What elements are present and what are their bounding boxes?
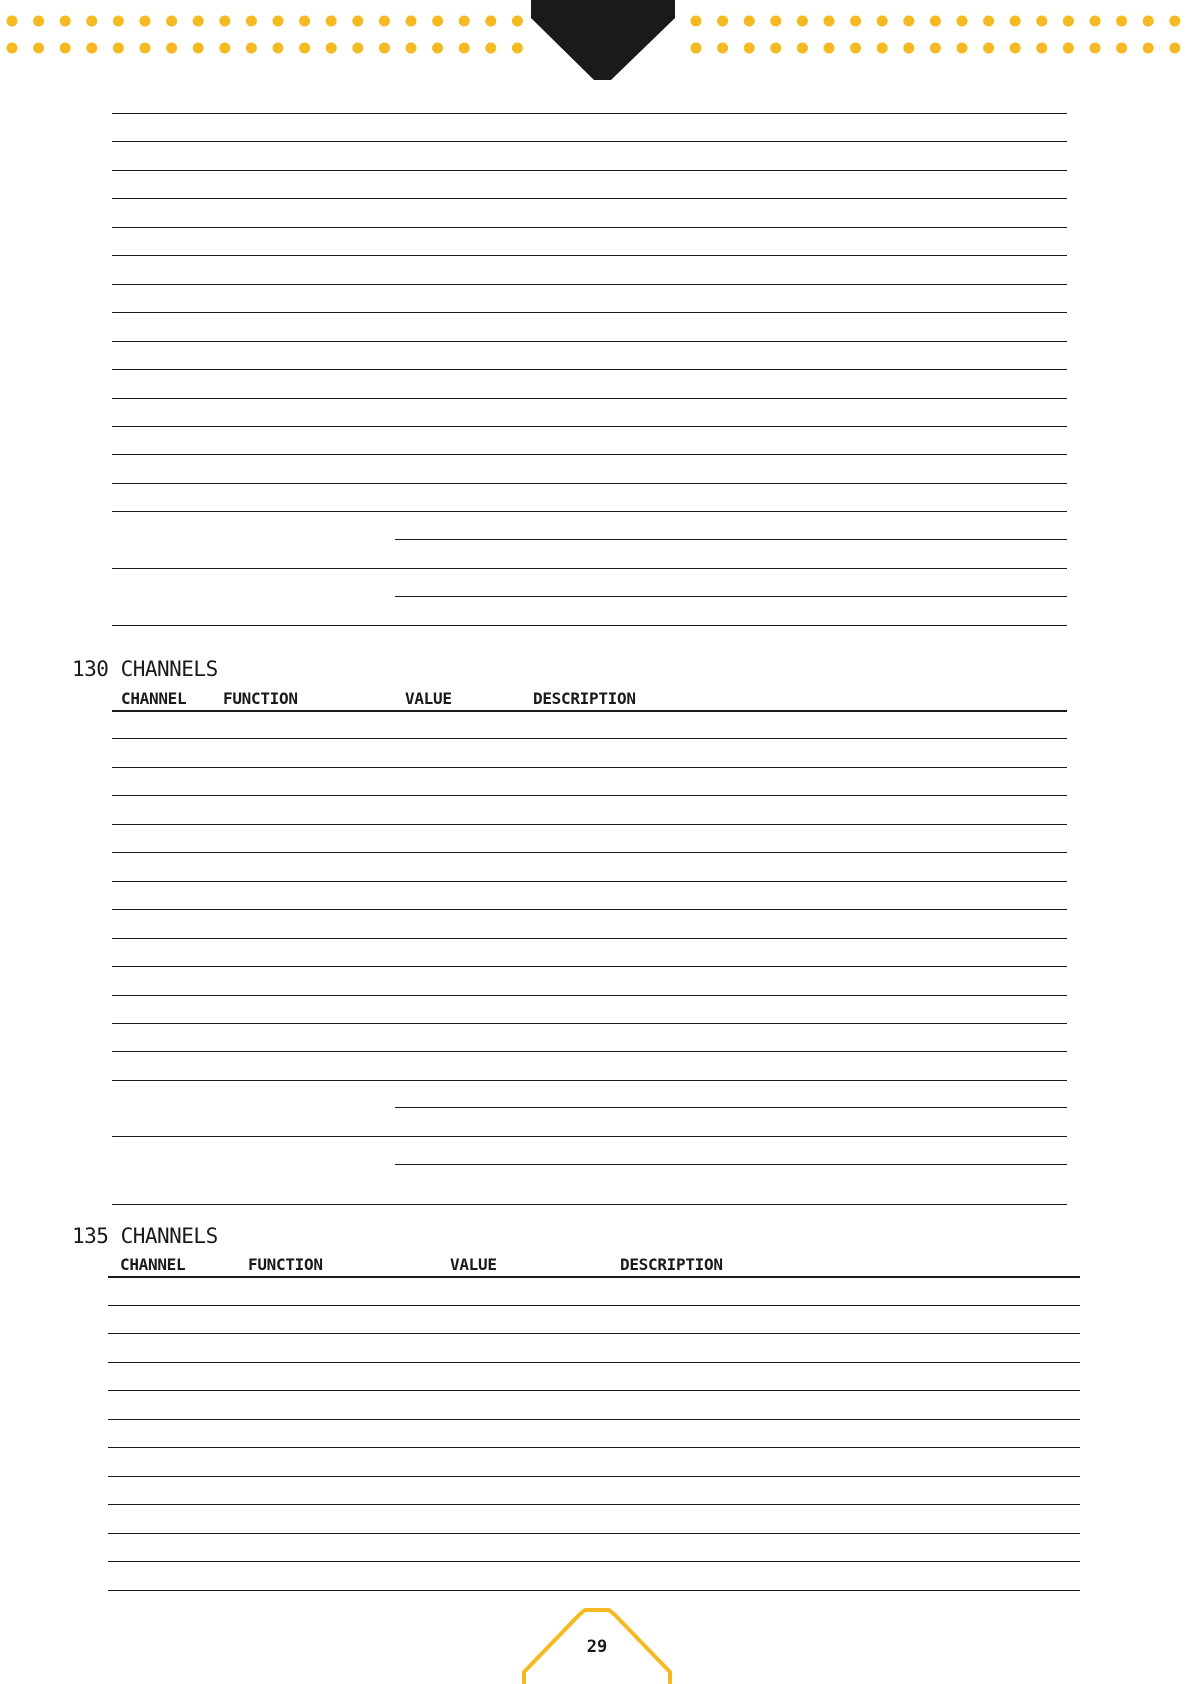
header-dot	[744, 43, 755, 54]
header-dot	[273, 43, 284, 54]
header-value: VALUE	[405, 689, 452, 708]
header-dot	[850, 16, 861, 27]
rule-line	[112, 454, 1067, 455]
header-dot	[797, 43, 808, 54]
header-dot	[930, 16, 941, 27]
header-dot	[7, 43, 18, 54]
rule-line	[112, 511, 1067, 512]
header-dot	[166, 43, 177, 54]
header-dot	[1090, 43, 1101, 54]
header-dot	[326, 43, 337, 54]
header-dot	[1036, 43, 1047, 54]
rule-line	[112, 1051, 1067, 1052]
rule-line	[112, 284, 1067, 285]
page-number: 29	[586, 1637, 608, 1657]
header-dot	[406, 16, 417, 27]
rule-line	[112, 255, 1067, 256]
header-dot	[877, 16, 888, 27]
header-dot	[219, 43, 230, 54]
header-dots-pattern	[0, 0, 1191, 90]
header-dot	[691, 16, 702, 27]
header-channel: CHANNEL	[121, 689, 187, 708]
header-dot	[459, 16, 470, 27]
rule-line	[108, 1305, 1080, 1306]
header-dot	[113, 16, 124, 27]
rule-line	[112, 426, 1067, 427]
header-dot	[166, 16, 177, 27]
header-channel: CHANNEL	[120, 1255, 186, 1274]
rule-line	[112, 141, 1067, 142]
header-dot	[1063, 43, 1074, 54]
header-dot	[1143, 16, 1154, 27]
header-dot	[299, 43, 310, 54]
header-dot	[60, 43, 71, 54]
rule-line	[395, 539, 1067, 540]
rule-line	[112, 113, 1067, 114]
rule-line	[112, 881, 1067, 882]
header-dot	[299, 16, 310, 27]
header-dot	[60, 16, 71, 27]
header-dot	[1010, 16, 1021, 27]
rule-line	[112, 483, 1067, 484]
header-tab-shape	[531, 0, 675, 80]
rule-line	[112, 966, 1067, 967]
header-dot	[1116, 43, 1127, 54]
header-dot	[824, 16, 835, 27]
rule-line	[108, 1447, 1080, 1448]
rule-line	[112, 710, 1067, 712]
rule-line	[112, 852, 1067, 853]
rule-line	[112, 341, 1067, 342]
header-dot	[432, 16, 443, 27]
rule-line	[108, 1333, 1080, 1334]
rule-line	[108, 1362, 1080, 1363]
header-dot	[485, 16, 496, 27]
rule-line	[112, 312, 1067, 313]
rule-line	[112, 1136, 1067, 1137]
header-dot	[1036, 16, 1047, 27]
header-function: FUNCTION	[223, 689, 298, 708]
header-description: DESCRIPTION	[533, 689, 636, 708]
header-dot	[352, 43, 363, 54]
header-dot	[1063, 16, 1074, 27]
header-dot	[379, 16, 390, 27]
header-dot	[379, 43, 390, 54]
header-dot	[717, 43, 728, 54]
header-dot	[326, 16, 337, 27]
rule-line	[395, 596, 1067, 597]
header-dot	[219, 16, 230, 27]
header-dot	[957, 16, 968, 27]
header-dot	[485, 43, 496, 54]
header-dot	[86, 16, 97, 27]
header-dot	[432, 43, 443, 54]
rule-line	[112, 227, 1067, 228]
header-dot	[512, 16, 523, 27]
header-dot	[246, 16, 257, 27]
section-title-130: 130 CHANNELS	[72, 657, 218, 681]
rule-line	[108, 1590, 1080, 1591]
rule-line	[112, 795, 1067, 796]
header-dot	[140, 43, 151, 54]
header-dot	[193, 16, 204, 27]
header-dot	[33, 43, 44, 54]
header-dot	[459, 43, 470, 54]
header-dot	[1169, 43, 1180, 54]
header-dot	[7, 16, 18, 27]
header-dot	[512, 43, 523, 54]
rule-line	[395, 1164, 1067, 1165]
header-dot	[957, 43, 968, 54]
header-description: DESCRIPTION	[620, 1255, 723, 1274]
header-function: FUNCTION	[248, 1255, 323, 1274]
header-value: VALUE	[450, 1255, 497, 1274]
rule-line	[112, 1204, 1067, 1205]
rule-line	[112, 909, 1067, 910]
rule-line	[108, 1533, 1080, 1534]
rule-line	[112, 824, 1067, 825]
rule-line	[108, 1390, 1080, 1391]
header-dot	[717, 16, 728, 27]
rule-line	[112, 568, 1067, 569]
header-dot	[113, 43, 124, 54]
header-dot	[1010, 43, 1021, 54]
header-dot	[33, 16, 44, 27]
header-dot	[193, 43, 204, 54]
header-dot	[691, 43, 702, 54]
header-dot	[983, 16, 994, 27]
rule-line	[108, 1504, 1080, 1505]
header-decoration	[0, 0, 1191, 90]
rule-line	[112, 398, 1067, 399]
rule-line	[108, 1561, 1080, 1562]
header-dot	[352, 16, 363, 27]
rule-line	[108, 1276, 1080, 1278]
header-dot	[86, 43, 97, 54]
rule-line	[112, 1023, 1067, 1024]
header-dot	[1116, 16, 1127, 27]
header-dot	[903, 43, 914, 54]
header-dot	[930, 43, 941, 54]
rule-line	[108, 1476, 1080, 1477]
header-dot	[246, 43, 257, 54]
rule-line	[112, 198, 1067, 199]
rule-line	[112, 369, 1067, 370]
rule-line	[112, 738, 1067, 739]
rule-line	[112, 767, 1067, 768]
header-dot	[797, 16, 808, 27]
header-dot	[770, 43, 781, 54]
section-title-135: 135 CHANNELS	[72, 1224, 218, 1248]
rule-line	[112, 170, 1067, 171]
header-dot	[770, 16, 781, 27]
header-dot	[140, 16, 151, 27]
header-dot	[744, 16, 755, 27]
header-dot	[1169, 16, 1180, 27]
rule-line	[112, 1080, 1067, 1081]
header-dot	[877, 43, 888, 54]
header-dot	[406, 43, 417, 54]
header-dot	[850, 43, 861, 54]
rule-line	[108, 1419, 1080, 1420]
header-dot	[1090, 16, 1101, 27]
header-dot	[273, 16, 284, 27]
header-dot	[903, 16, 914, 27]
header-dot	[983, 43, 994, 54]
header-dot	[1143, 43, 1154, 54]
rule-line	[112, 995, 1067, 996]
rule-line	[112, 938, 1067, 939]
rule-line	[112, 625, 1067, 626]
rule-line	[395, 1107, 1067, 1108]
header-dot	[824, 43, 835, 54]
